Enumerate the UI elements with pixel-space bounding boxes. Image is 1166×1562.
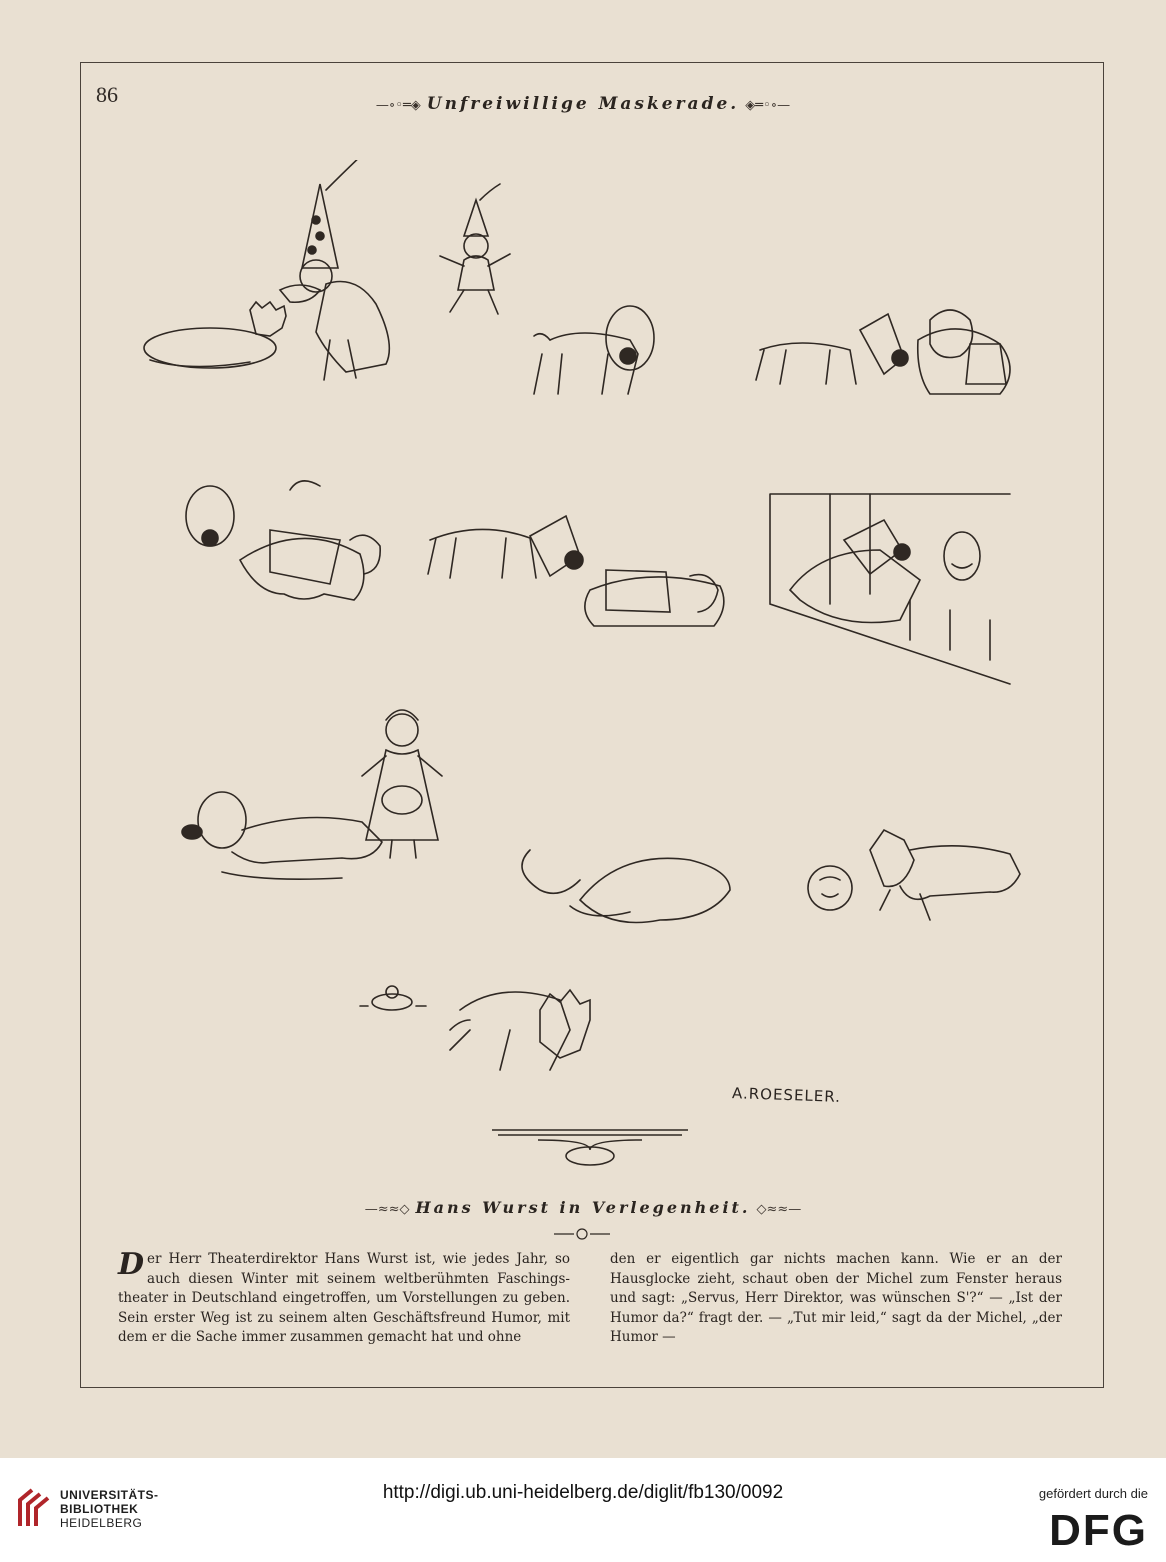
ornament-left: —∘◦═◈ (375, 98, 421, 113)
dog-long-mask (182, 792, 382, 879)
dogs-tangled-group (186, 481, 380, 600)
girl-crying-figure (362, 710, 442, 858)
dog-rolling-figure (522, 850, 730, 923)
logo-line-3: HEIDELBERG (60, 1516, 143, 1530)
dog-sleeping-figure (144, 302, 286, 368)
article-text-left: er Herr Theaterdirektor Hans Wurst ist, wie jedes Jahr, so auch diesen Winter mit seinem weltberühmten Faschings-theater in Deutschland eingetroffen, um Vorstellungen zu geben. Sein erster Weg ist zu seinem alten Geschäftsfreund Humor, mit dem er die Sache immer zusammen gemacht hat und ohne (118, 1251, 570, 1346)
page-title-text: Unfreiwillige Maskerade. (426, 94, 740, 114)
clown-dancing-figure (440, 184, 510, 314)
artist-signature: A.ROESELER. (731, 1084, 842, 1106)
page-number: 86 (96, 82, 118, 107)
small-mask-floating (360, 986, 426, 1010)
permalink-url[interactable]: http://digi.ub.uni-heidelberg.de/diglit/fb130/0092 (382, 1482, 784, 1503)
dog-sniffing-mask (808, 830, 1020, 920)
logo-line-2: BIBLIOTHEK (60, 1502, 139, 1516)
funding-label: gefördert durch die (1038, 1486, 1148, 1501)
logo-line-1: UNIVERSITÄTS- (60, 1488, 159, 1502)
page-title (0, 94, 1166, 114)
dog-masked-meets-pug (756, 310, 1010, 394)
dog-hooded-and-pug (428, 516, 724, 626)
title-ornament (552, 1226, 612, 1242)
clown-crouching-figure (280, 160, 389, 380)
article-column-right (610, 1250, 1062, 1348)
footer-bar (0, 1458, 1166, 1562)
ornament-right: ◈═◦∘— (745, 98, 791, 113)
article-title-text: Hans Wurst in Verlegenheit. (415, 1198, 751, 1217)
section-divider (490, 1126, 690, 1170)
dfg-logo: DFG (1049, 1506, 1148, 1555)
dog-with-clown-mask (534, 306, 654, 394)
article-text-right: den er eigentlich gar nichts machen kann. Wie er an der Hausglocke zieht, schaut oben der Michel zum Fenster heraus und sagt: „Servus, Herr Direktor, was wünschen S'?“ — „Ist der Humor da?“ fragt der. — „Tut mir leid,“ sagt da der Michel, „der Humor — (610, 1251, 1062, 1346)
drop-cap: D (118, 1247, 145, 1282)
article-column-left (118, 1247, 570, 1348)
article-title (0, 1198, 1166, 1217)
ornament-right: ◇≈≈— (756, 1202, 802, 1217)
dog-escaping-figure (450, 990, 590, 1070)
cartoon-illustration (130, 160, 1040, 1120)
ornament-left: —≈≈◇ (364, 1202, 410, 1217)
window-scene (770, 494, 1010, 684)
